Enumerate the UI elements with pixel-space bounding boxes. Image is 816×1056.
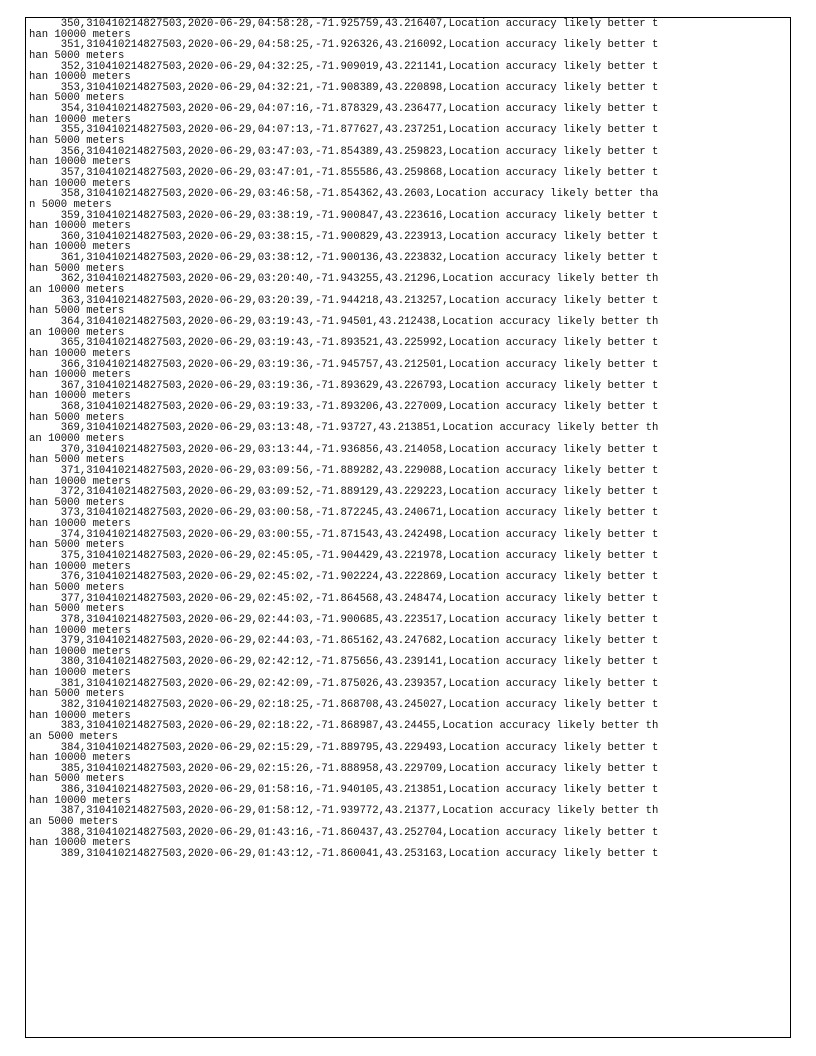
text-line: 368,310410214827503,2020-06-29,03:19:33,-71.893206,43.227009,Location accuracy likely better t	[29, 401, 659, 414]
text-line: han 5000 meters	[29, 135, 125, 148]
text-line: han 10000 meters	[29, 156, 131, 169]
text-line: han 5000 meters	[29, 581, 125, 594]
text-line: 358,310410214827503,2020-06-29,03:46:58,-71.854362,43.2603,Location accuracy likely better tha	[29, 188, 659, 201]
text-line: 372,310410214827503,2020-06-29,03:09:52,-71.889129,43.229223,Location accuracy likely better t	[29, 486, 659, 499]
text-line: 355,310410214827503,2020-06-29,04:07:13,-71.877627,43.237251,Location accuracy likely better t	[29, 124, 659, 137]
text-line: han 5000 meters	[29, 773, 125, 786]
text-line: an 10000 meters	[29, 284, 125, 297]
text-line: han 5000 meters	[29, 305, 125, 318]
text-line: 351,310410214827503,2020-06-29,04:58:25,-71.926326,43.216092,Location accuracy likely better t	[29, 39, 659, 52]
text-line: han 5000 meters	[29, 454, 125, 467]
text-line: 353,310410214827503,2020-06-29,04:32:21,-71.908389,43.220898,Location accuracy likely better t	[29, 81, 659, 94]
text-line: han 10000 meters	[29, 837, 131, 850]
text-line: han 5000 meters	[29, 603, 125, 616]
text-line: han 5000 meters	[29, 496, 125, 509]
document-frame	[25, 17, 791, 1038]
text-line: han 10000 meters	[29, 667, 131, 680]
text-line: 386,310410214827503,2020-06-29,01:58:16,-71.940105,43.213851,Location accuracy likely better t	[29, 784, 659, 797]
text-line: an 5000 meters	[29, 730, 119, 743]
text-line: 360,310410214827503,2020-06-29,03:38:15,-71.900829,43.223913,Location accuracy likely better t	[29, 230, 659, 243]
text-line: 366,310410214827503,2020-06-29,03:19:36,-71.945757,43.212501,Location accuracy likely better t	[29, 358, 659, 371]
text-line: 375,310410214827503,2020-06-29,02:45:05,-71.904429,43.221978,Location accuracy likely better t	[29, 550, 659, 563]
text-line: an 10000 meters	[29, 326, 125, 339]
text-line: 389,310410214827503,2020-06-29,01:43:12,-71.860041,43.253163,Location accuracy likely better t	[29, 847, 659, 860]
text-line: 365,310410214827503,2020-06-29,03:19:43,-71.893521,43.225992,Location accuracy likely better t	[29, 337, 659, 350]
text-line: 373,310410214827503,2020-06-29,03:00:58,-71.872245,43.240671,Location accuracy likely better t	[29, 507, 659, 520]
text-line: 371,310410214827503,2020-06-29,03:09:56,-71.889282,43.229088,Location accuracy likely better t	[29, 464, 659, 477]
text-line: han 10000 meters	[29, 709, 131, 722]
text-line: 363,310410214827503,2020-06-29,03:20:39,-71.944218,43.213257,Location accuracy likely better t	[29, 294, 659, 307]
text-line: an 5000 meters	[29, 816, 119, 829]
text-line: 361,310410214827503,2020-06-29,03:38:12,-71.900136,43.223832,Location accuracy likely better t	[29, 252, 659, 265]
text-line: han 5000 meters	[29, 49, 125, 62]
text-line: han 10000 meters	[29, 28, 131, 41]
text-line: 380,310410214827503,2020-06-29,02:42:12,-71.875656,43.239141,Location accuracy likely better t	[29, 656, 659, 669]
text-line: han 5000 meters	[29, 688, 125, 701]
text-line: han 10000 meters	[29, 560, 131, 573]
text-line: han 10000 meters	[29, 113, 131, 126]
text-line: 379,310410214827503,2020-06-29,02:44:03,-71.865162,43.247682,Location accuracy likely better t	[29, 635, 659, 648]
text-line: han 5000 meters	[29, 92, 125, 105]
text-line: 362,310410214827503,2020-06-29,03:20:40,-71.943255,43.21296,Location accuracy likely better th	[29, 273, 659, 286]
text-line: 367,310410214827503,2020-06-29,03:19:36,-71.893629,43.226793,Location accuracy likely better t	[29, 379, 659, 392]
text-line: n 5000 meters	[29, 198, 112, 211]
text-line: 381,310410214827503,2020-06-29,02:42:09,-71.875026,43.239357,Location accuracy likely better t	[29, 677, 659, 690]
text-line: han 5000 meters	[29, 262, 125, 275]
text-line: han 10000 meters	[29, 347, 131, 360]
text-line: 356,310410214827503,2020-06-29,03:47:03,-71.854389,43.259823,Location accuracy likely better t	[29, 145, 659, 158]
text-line: 374,310410214827503,2020-06-29,03:00:55,-71.871543,43.242498,Location accuracy likely better t	[29, 528, 659, 541]
text-line: 388,310410214827503,2020-06-29,01:43:16,-71.860437,43.252704,Location accuracy likely better t	[29, 826, 659, 839]
text-line: han 10000 meters	[29, 794, 131, 807]
text-line: 370,310410214827503,2020-06-29,03:13:44,-71.936856,43.214058,Location accuracy likely better t	[29, 443, 659, 456]
text-line: han 5000 meters	[29, 539, 125, 552]
text-line: han 5000 meters	[29, 411, 125, 424]
text-line: 369,310410214827503,2020-06-29,03:13:48,-71.93727,43.213851,Location accuracy likely better th	[29, 422, 659, 435]
text-line: 378,310410214827503,2020-06-29,02:44:03,-71.900685,43.223517,Location accuracy likely better t	[29, 613, 659, 626]
text-line: 364,310410214827503,2020-06-29,03:19:43,-71.94501,43.212438,Location accuracy likely better th	[29, 315, 659, 328]
text-line: han 10000 meters	[29, 241, 131, 254]
text-line: han 10000 meters	[29, 475, 131, 488]
text-line: han 10000 meters	[29, 624, 131, 637]
text-line: han 10000 meters	[29, 390, 131, 403]
text-line: 376,310410214827503,2020-06-29,02:45:02,-71.902224,43.222869,Location accuracy likely better t	[29, 571, 659, 584]
text-line: han 10000 meters	[29, 645, 131, 658]
text-line: 385,310410214827503,2020-06-29,02:15:26,-71.888958,43.229709,Location accuracy likely better t	[29, 762, 659, 775]
text-line: han 10000 meters	[29, 71, 131, 84]
text-line: han 10000 meters	[29, 518, 131, 531]
text-line: 383,310410214827503,2020-06-29,02:18:22,-71.868987,43.24455,Location accuracy likely better th	[29, 720, 659, 733]
text-line: han 10000 meters	[29, 220, 131, 233]
record-listing	[29, 19, 658, 860]
text-line: 359,310410214827503,2020-06-29,03:38:19,-71.900847,43.223616,Location accuracy likely better t	[29, 209, 659, 222]
text-line: han 10000 meters	[29, 752, 131, 765]
text-line: 352,310410214827503,2020-06-29,04:32:25,-71.909019,43.221141,Location accuracy likely better t	[29, 60, 659, 73]
text-line: 357,310410214827503,2020-06-29,03:47:01,-71.855586,43.259868,Location accuracy likely better t	[29, 166, 659, 179]
text-line: 350,310410214827503,2020-06-29,04:58:28,-71.925759,43.216407,Location accuracy likely better t	[29, 18, 659, 30]
text-line: 382,310410214827503,2020-06-29,02:18:25,-71.868708,43.245027,Location accuracy likely better t	[29, 699, 659, 711]
text-line: han 10000 meters	[29, 369, 131, 382]
text-line: han 10000 meters	[29, 177, 131, 190]
text-line: an 10000 meters	[29, 432, 125, 445]
text-line: 377,310410214827503,2020-06-29,02:45:02,-71.864568,43.248474,Location accuracy likely better t	[29, 592, 659, 605]
text-line: 387,310410214827503,2020-06-29,01:58:12,-71.939772,43.21377,Location accuracy likely better th	[29, 805, 659, 818]
text-line: 354,310410214827503,2020-06-29,04:07:16,-71.878329,43.236477,Location accuracy likely better t	[29, 103, 659, 116]
text-line: 384,310410214827503,2020-06-29,02:15:29,-71.889795,43.229493,Location accuracy likely better t	[29, 741, 659, 754]
